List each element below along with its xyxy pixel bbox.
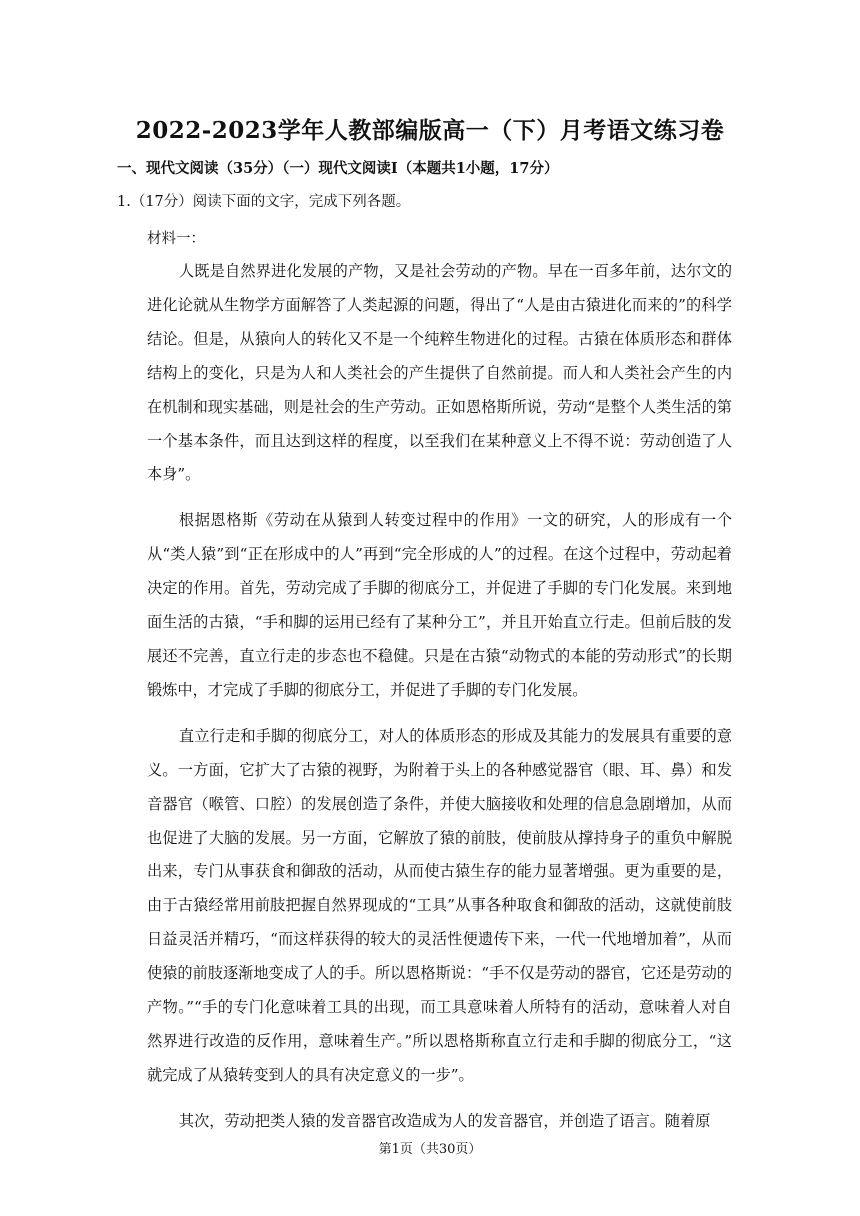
document-title: 2022-2023学年人教部编版高一（下）月考语文练习卷 xyxy=(135,117,725,144)
page-number-footer: 第1页（共30页） xyxy=(378,1142,482,1157)
material-label: 材料一： xyxy=(147,231,205,247)
paragraph: 直立行走和手脚的彻底分工，对人的体质形态的形成及其能力的发展具有重要的意义。一方面，它扩大了古猿的视野，为附着于头上的各种感觉器官（眼、耳、鼻）和发音器官（喉管、口腔）的发展创造了条件，并使大脑接收和处理的信息急剧增加，从而也促进了大脑的发展。另一方面，它解放了猿的前肢，使前肢从撑持身子的重负中解脱出来，专门从事获食和御敌的活动，从而使古猿生存的能力显著增强。更为重要的是，由于古猿经常用前肢把握自然界现成的“工具”从事各种取食和御敌的活动，这就使前肢日益灵活并精巧，“而这样获得的较大的灵活性便遗传下来，一代一代地增加着”，从而使猿的前肢逐渐地变成了人的手。所以恩格斯说：“手不仅是劳动的器官，它还是劳动的产物。”“手的专门化意味着工具的出现，而工具意味着人所特有的活动，意味着人对自然界进行改造的反作用，意味着生产。”所以恩格斯称直立行走和手脚的彻底分工，“这就完成了从猿转变到人的具有决定意义的一步”。 xyxy=(147,726,732,1084)
paragraph: 根据恩格斯《劳动在从猿到人转变过程中的作用》一文的研究，人的形成有一个从“类人猿”到“正在形成中的人”再到“完全形成的人”的过程。在这个过程中，劳动起着决定的作用。首先，劳动完成了手脚的彻底分工，并促进了手脚的专门化发展。来到地面生活的古猿，“手和脚的运用已经有了某种分工”，并且开始直立行走。但前后肢的发展还不完善，直立行走的步态也不稳健。只是在古猿“动物式的本能的劳动形式”的长期锻炼中，才完成了手脚的彻底分工，并促进了手脚的专门化发展。 xyxy=(147,511,732,699)
section-heading: 一、现代文阅读（35分）（一）现代文阅读I（本题共1小题，17分） xyxy=(117,160,559,177)
paragraph: 其次，劳动把类人猿的发音器官改造成为人的发音器官，并创造了语言。随着原 xyxy=(178,1111,711,1130)
paragraph: 人既是自然界进化发展的产物，又是社会劳动的产物。早在一百多年前，达尔文的进化论就从生物学方面解答了人类起源的问题，得出了“人是由古猿进化而来的”的科学结论。但是，从猿向人的转化又不是一个纯粹生物进化的过程。古猿在体质形态和群体结构上的变化，只是为人和人类社会的产生提供了自然前提。而人和人类社会产生的内在机制和现实基础，则是社会的生产劳动。正如恩格斯所说，劳动“是整个人类生活的第一个基本条件，而且达到这样的程度，以至我们在某种意义上不得不说：劳动创造了人本身”。 xyxy=(147,262,732,484)
reading-passage xyxy=(147,255,732,1151)
question-stem: 1.（17分）阅读下面的文字，完成下列各题。 xyxy=(117,194,411,210)
